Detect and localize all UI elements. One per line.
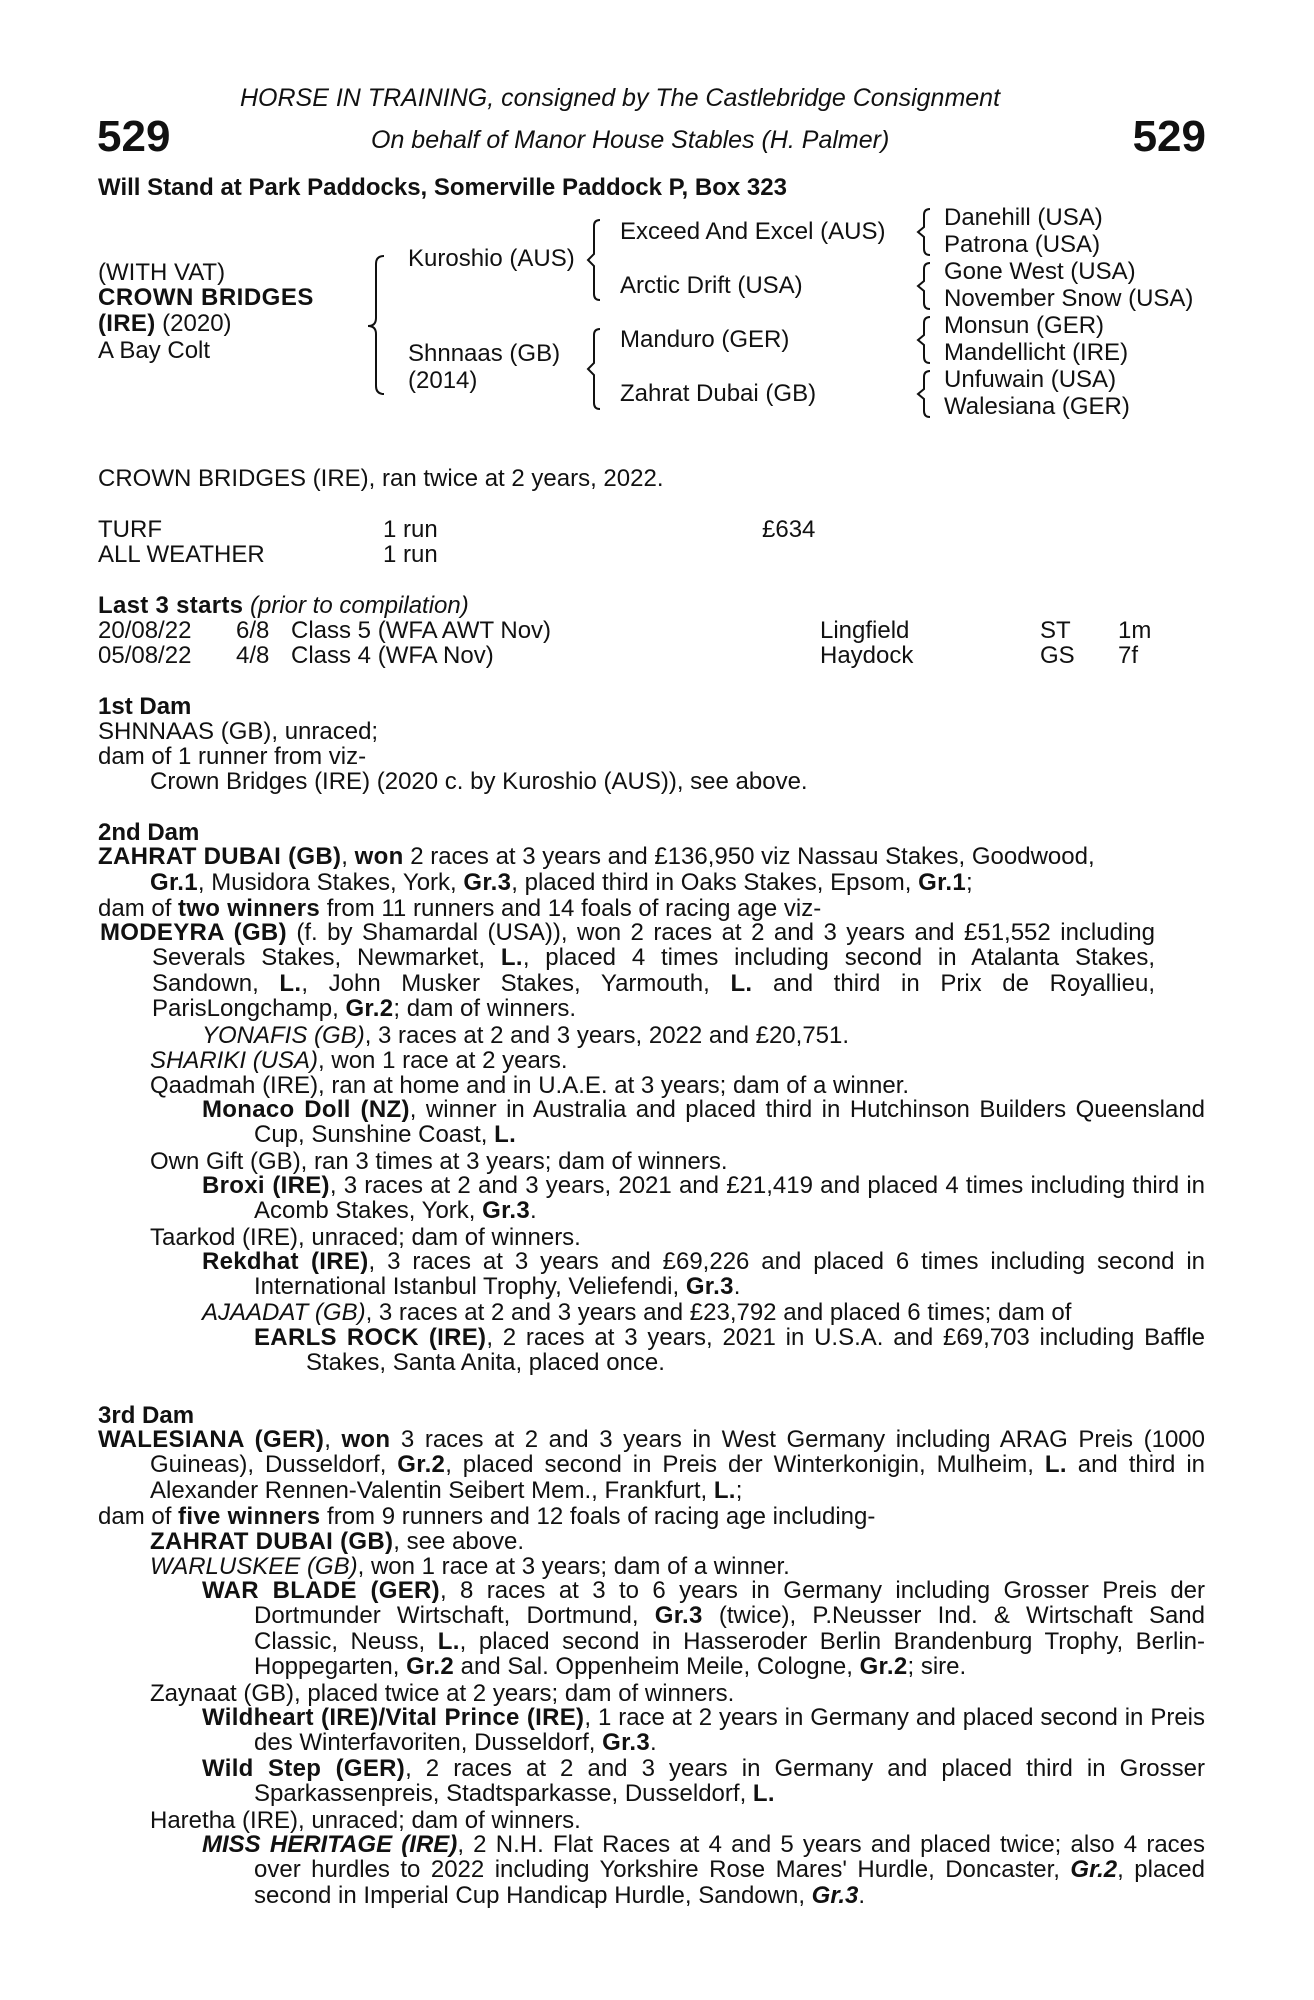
text: , 2 races at 3 years, 2021 in U.S.A. and £69,703 including Baffle Stakes, Santa Anita, placed once. (306, 1324, 1205, 1377)
start-date: 05/08/22 (98, 642, 192, 669)
first-dam-heading: 1st Dam (98, 693, 192, 720)
pedigree-brace-g4-3 (916, 313, 942, 367)
start-course: Haydock (820, 642, 914, 669)
start-distance: 7f (1118, 642, 1139, 669)
text: and third in Prix de Royallieu, ParisLongchamp, (152, 969, 1155, 1023)
first-dam-line: Crown Bridges (IRE) (2020 c. by Kuroshio (AUS)), see above. (150, 768, 808, 795)
last-starts-title: Last 3 starts (98, 592, 244, 619)
start-race: Class 5 (WFA AWT Nov) (291, 617, 552, 644)
grade: Gr.3 (654, 1602, 703, 1630)
horse-name: Wildheart (IRE)/Vital Prince (IRE) (202, 1704, 585, 1731)
dam-name: Shnnaas (GB) (408, 340, 561, 367)
grade: Gr.2 (406, 1653, 455, 1681)
horse-name: Wild Step (GER) (202, 1755, 406, 1782)
vendor-line: On behalf of Manor House Stables (H. Palmer) (371, 126, 890, 154)
first-dam-line: dam of 1 runner from viz- (98, 743, 367, 770)
sire-name: Kuroshio (AUS) (408, 245, 575, 272)
start-course: Lingfield (820, 617, 910, 644)
text: , 3 races at 3 years and £69,226 and placed 6 times including second in International Istanbul Trophy, Veliefendi, (254, 1248, 1205, 1301)
won-label: won (354, 843, 404, 870)
listed: L. (730, 969, 753, 997)
lot-number-right: 529 (1132, 112, 1206, 161)
won-label: won (341, 1426, 391, 1453)
horse-name: ZAHRAT DUBAI (GB) (98, 843, 342, 870)
horse-origin (98, 310, 232, 338)
produce-entry (202, 1832, 1205, 1908)
produce-entry: Qaadmah (IRE), ran at home and in U.A.E. at 3 years; dam of a winner. (150, 1072, 910, 1099)
grade: Gr.2 (1070, 1856, 1118, 1884)
grade: Gr.3 (811, 1881, 859, 1909)
text: . (530, 1197, 537, 1225)
text: (f. by Shamardal (USA)), won 2 races at 2 and 3 years and £51,552 including Severals Stakes, Newmarket, (152, 919, 1155, 972)
gen4-2: Patrona (USA) (944, 231, 1101, 258)
last-starts-heading (98, 592, 469, 620)
text: , won 1 race at 3 years; dam of a winner. (357, 1553, 790, 1580)
horse-name: Broxi (IRE) (202, 1172, 330, 1199)
second-dam-heading: 2nd Dam (98, 819, 200, 846)
record-surface: ALL WEATHER (98, 541, 265, 568)
pedigree-brace-g4-4 (916, 367, 942, 421)
gen4-6: Mandellicht (IRE) (944, 339, 1129, 366)
grade: Gr.1 (150, 868, 198, 896)
text: from 9 runners and 12 foals of racing age including- (320, 1503, 876, 1530)
grade: Gr.2 (397, 1451, 446, 1479)
produce-entry (150, 1528, 524, 1556)
text: , placed second in Hasseroder Berlin Brandenburg Trophy, Berlin-Hoppegarten, (254, 1627, 1205, 1681)
produce-entry: Own Gift (GB), ran 3 times at 3 years; dam of winners. (150, 1148, 728, 1175)
text: , 3 races at 2 and 3 years, 2021 and £21,419 and placed 4 times including third in Acomb Stakes, York, (254, 1172, 1205, 1225)
text: ; dam of winners. (393, 995, 577, 1023)
text: ; (735, 1476, 743, 1504)
grade: Gr.3 (602, 1729, 651, 1757)
horse-name: CROWN BRIDGES (98, 284, 314, 311)
produce-entry (202, 1705, 1205, 1756)
winners-count: two winners (178, 895, 321, 922)
gen4-8: Walesiana (GER) (944, 393, 1130, 420)
text: , placed second in Preis der Winterkonigin, Mulheim, (445, 1451, 1045, 1479)
start-distance: 1m (1118, 617, 1152, 644)
listed: L. (713, 1476, 736, 1504)
first-dam-line: SHNNAAS (GB), unraced; (98, 718, 379, 745)
third-dam-entry: WALESIANA (GER), won 3 races at 2 and 3 years in West Germany including ARAG Preis (1000 Guineas), Dusseldorf, Gr.2, placed second in Preis der Winterkonigin, Mulheim, L. and third in Alexander Rennen-Valentin Seibert Mem., Frankfurt, L.; (98, 1426, 1206, 1504)
sire-sire: Exceed And Excel (AUS) (620, 218, 886, 245)
text: , John Musker Stakes, Yarmouth, (301, 969, 731, 997)
text: . (650, 1729, 657, 1757)
listed: L. (500, 944, 523, 972)
gen4-7: Unfuwain (USA) (944, 366, 1117, 393)
produce-entry (202, 1578, 1205, 1680)
text: . (858, 1881, 866, 1909)
text: , 8 races at 3 to 6 years in Germany including Grosser Preis der Dortmunder Wirtschaft, Dortmund, (254, 1577, 1206, 1630)
produce-entry (202, 1097, 1205, 1148)
horse-name: Monaco Doll (NZ) (202, 1096, 410, 1123)
start-race: Class 4 (WFA Nov) (291, 642, 494, 669)
text: , Musidora Stakes, York, (197, 868, 464, 896)
record-runs: 1 run (383, 541, 438, 568)
start-going: ST (1040, 617, 1071, 644)
vat-label: (WITH VAT) (98, 259, 226, 286)
horse-name: ZAHRAT DUBAI (GB) (150, 1528, 394, 1555)
text: , placed third in Oaks Stakes, Epsom, (511, 868, 919, 896)
text: , placed 4 times including second in Atalanta Stakes, Sandown, (152, 944, 1155, 997)
produce-entry: Zaynaat (GB), placed twice at 2 years; dam of winners. (150, 1680, 735, 1707)
grade: Gr.3 (482, 1197, 531, 1225)
horse-country: (IRE) (98, 310, 156, 337)
text: ; (966, 868, 973, 896)
horse-name: WAR BLADE (GER) (202, 1577, 440, 1604)
produce-entry: Haretha (IRE), unraced; dam of winners. (150, 1807, 581, 1834)
dam-dam: Zahrat Dubai (GB) (620, 380, 817, 407)
pedigree-brace-sire (586, 214, 616, 304)
horse-name: YONAFIS (GB) (202, 1022, 365, 1049)
start-date: 20/08/22 (98, 617, 192, 644)
text: , won 1 race at 2 years. (318, 1047, 568, 1074)
pedigree-brace-main (366, 240, 396, 410)
second-dam-entry: ZAHRAT DUBAI (GB), won 2 races at 3 years and £136,950 viz Nassau Stakes, Goodwood, Gr.1, Musidora Stakes, York, Gr.3, placed third in Oaks Stakes, Epsom, Gr.1; (98, 843, 1095, 896)
horse-description: A Bay Colt (98, 337, 211, 364)
text: , 3 races at 2 and 3 years, 2022 and £20,751. (364, 1022, 850, 1049)
text: and Sal. Oppenheim Meile, Cologne, (454, 1653, 860, 1681)
produce-entry (254, 1325, 1205, 1376)
pedigree-brace-g4-1 (916, 205, 942, 259)
produce-entry (202, 1756, 1205, 1807)
text: 3 races at 2 and 3 years in West Germany including ARAG Preis (1000 Guineas), Dusseldorf, (150, 1426, 1205, 1479)
listed: L. (1044, 1451, 1067, 1479)
grade: Gr.3 (685, 1273, 734, 1301)
text: , placed second in Imperial Cup Handicap Hurdle, Sandown, (254, 1856, 1205, 1909)
text: . (733, 1273, 741, 1301)
record-runs: 1 run (383, 516, 438, 543)
text: (twice), P.Neusser Ind. & Wirtschaft Sand Classic, Neuss, (254, 1602, 1205, 1655)
gen4-1: Danehill (USA) (944, 204, 1103, 231)
stand-location: Will Stand at Park Paddocks, Somerville Paddock P, Box 323 (98, 174, 787, 201)
listed: L. (279, 969, 302, 997)
start-position: 6/8 (236, 617, 270, 644)
grade: Gr.2 (859, 1653, 908, 1681)
listed: L. (752, 1780, 775, 1808)
text: , 2 races at 2 and 3 years in Germany and placed third in Grosser Sparkassenpreis, Stadtsparkasse, Dusseldorf, (254, 1755, 1205, 1808)
grade: Gr.2 (345, 995, 394, 1023)
dam-sire: Manduro (GER) (620, 326, 790, 353)
produce-summary (98, 1503, 875, 1531)
horse-name: MODEYRA (GB) (100, 919, 287, 946)
gen4-4: November Snow (USA) (944, 285, 1194, 312)
text: dam of (98, 895, 179, 922)
text: ; sire. (907, 1653, 967, 1681)
listed: L. (437, 1627, 460, 1655)
pedigree-brace-g4-2 (916, 259, 942, 313)
produce-entry (150, 1047, 568, 1075)
horse-name: Rekdhat (IRE) (202, 1248, 369, 1275)
horse-name: MISS HERITAGE (IRE) (202, 1831, 458, 1858)
dam-year: (2014) (408, 367, 478, 394)
text: , 3 races at 2 and 3 years and £23,792 and placed 6 times; dam of (365, 1299, 1072, 1326)
text: and third in Alexander Rennen-Valentin Seibert Mem., Frankfurt, (150, 1451, 1206, 1504)
text: from 11 runners and 14 foals of racing age viz- (320, 895, 822, 922)
start-position: 4/8 (236, 642, 270, 669)
text: 2 races at 3 years and £136,950 viz Nassau Stakes, Goodwood, (403, 843, 1095, 870)
produce-entry (100, 920, 1155, 1022)
horse-name: WARLUSKEE (GB) (150, 1553, 358, 1580)
gen4-5: Monsun (GER) (944, 312, 1105, 339)
text: , 1 race at 2 years in Germany and placed second in Preis des Winterfavoriten, Dusseldorf, (254, 1704, 1205, 1757)
produce-entry (202, 1300, 1205, 1325)
horse-name: EARLS ROCK (IRE) (254, 1324, 487, 1351)
lot-number-left: 529 (97, 112, 171, 161)
grade: Gr.1 (918, 868, 967, 896)
grade: Gr.3 (463, 868, 512, 896)
race-summary: CROWN BRIDGES (IRE), ran twice at 2 years, 2022. (98, 465, 664, 492)
listed: L. (494, 1121, 517, 1149)
horse-name: AJAADAT (GB) (202, 1299, 366, 1326)
produce-entry (202, 1022, 849, 1050)
produce-entry: Taarkod (IRE), unraced; dam of winners. (150, 1224, 581, 1251)
text: , winner in Australia and placed third in Hutchinson Builders Queensland Cup, Sunshine Coast, (254, 1096, 1206, 1149)
horse-name: WALESIANA (GER) (98, 1426, 325, 1453)
horse-year: (2020) (155, 310, 232, 337)
winners-count: five winners (178, 1503, 321, 1530)
text: dam of (98, 1503, 179, 1530)
start-going: GS (1040, 642, 1075, 669)
horse-name: SHARIKI (USA) (150, 1047, 319, 1074)
last-starts-note: (prior to compilation) (249, 592, 469, 619)
sire-dam: Arctic Drift (USA) (620, 272, 803, 299)
produce-entry (202, 1173, 1205, 1224)
produce-entry (202, 1249, 1205, 1300)
text: , see above. (393, 1528, 525, 1555)
record-surface: TURF (98, 516, 162, 543)
gen4-3: Gone West (USA) (944, 258, 1136, 285)
consignor-line: HORSE IN TRAINING, consigned by The Castlebridge Consignment (240, 84, 1001, 112)
text: , 2 N.H. Flat Races at 4 and 5 years and placed twice; also 4 races over hurdles to 2022 including Yorkshire Rose Mares' Hurdle, Doncaster, (254, 1831, 1206, 1884)
record-prize: £634 (762, 516, 816, 543)
pedigree-brace-dam (586, 323, 616, 413)
third-dam-heading: 3rd Dam (98, 1402, 195, 1429)
